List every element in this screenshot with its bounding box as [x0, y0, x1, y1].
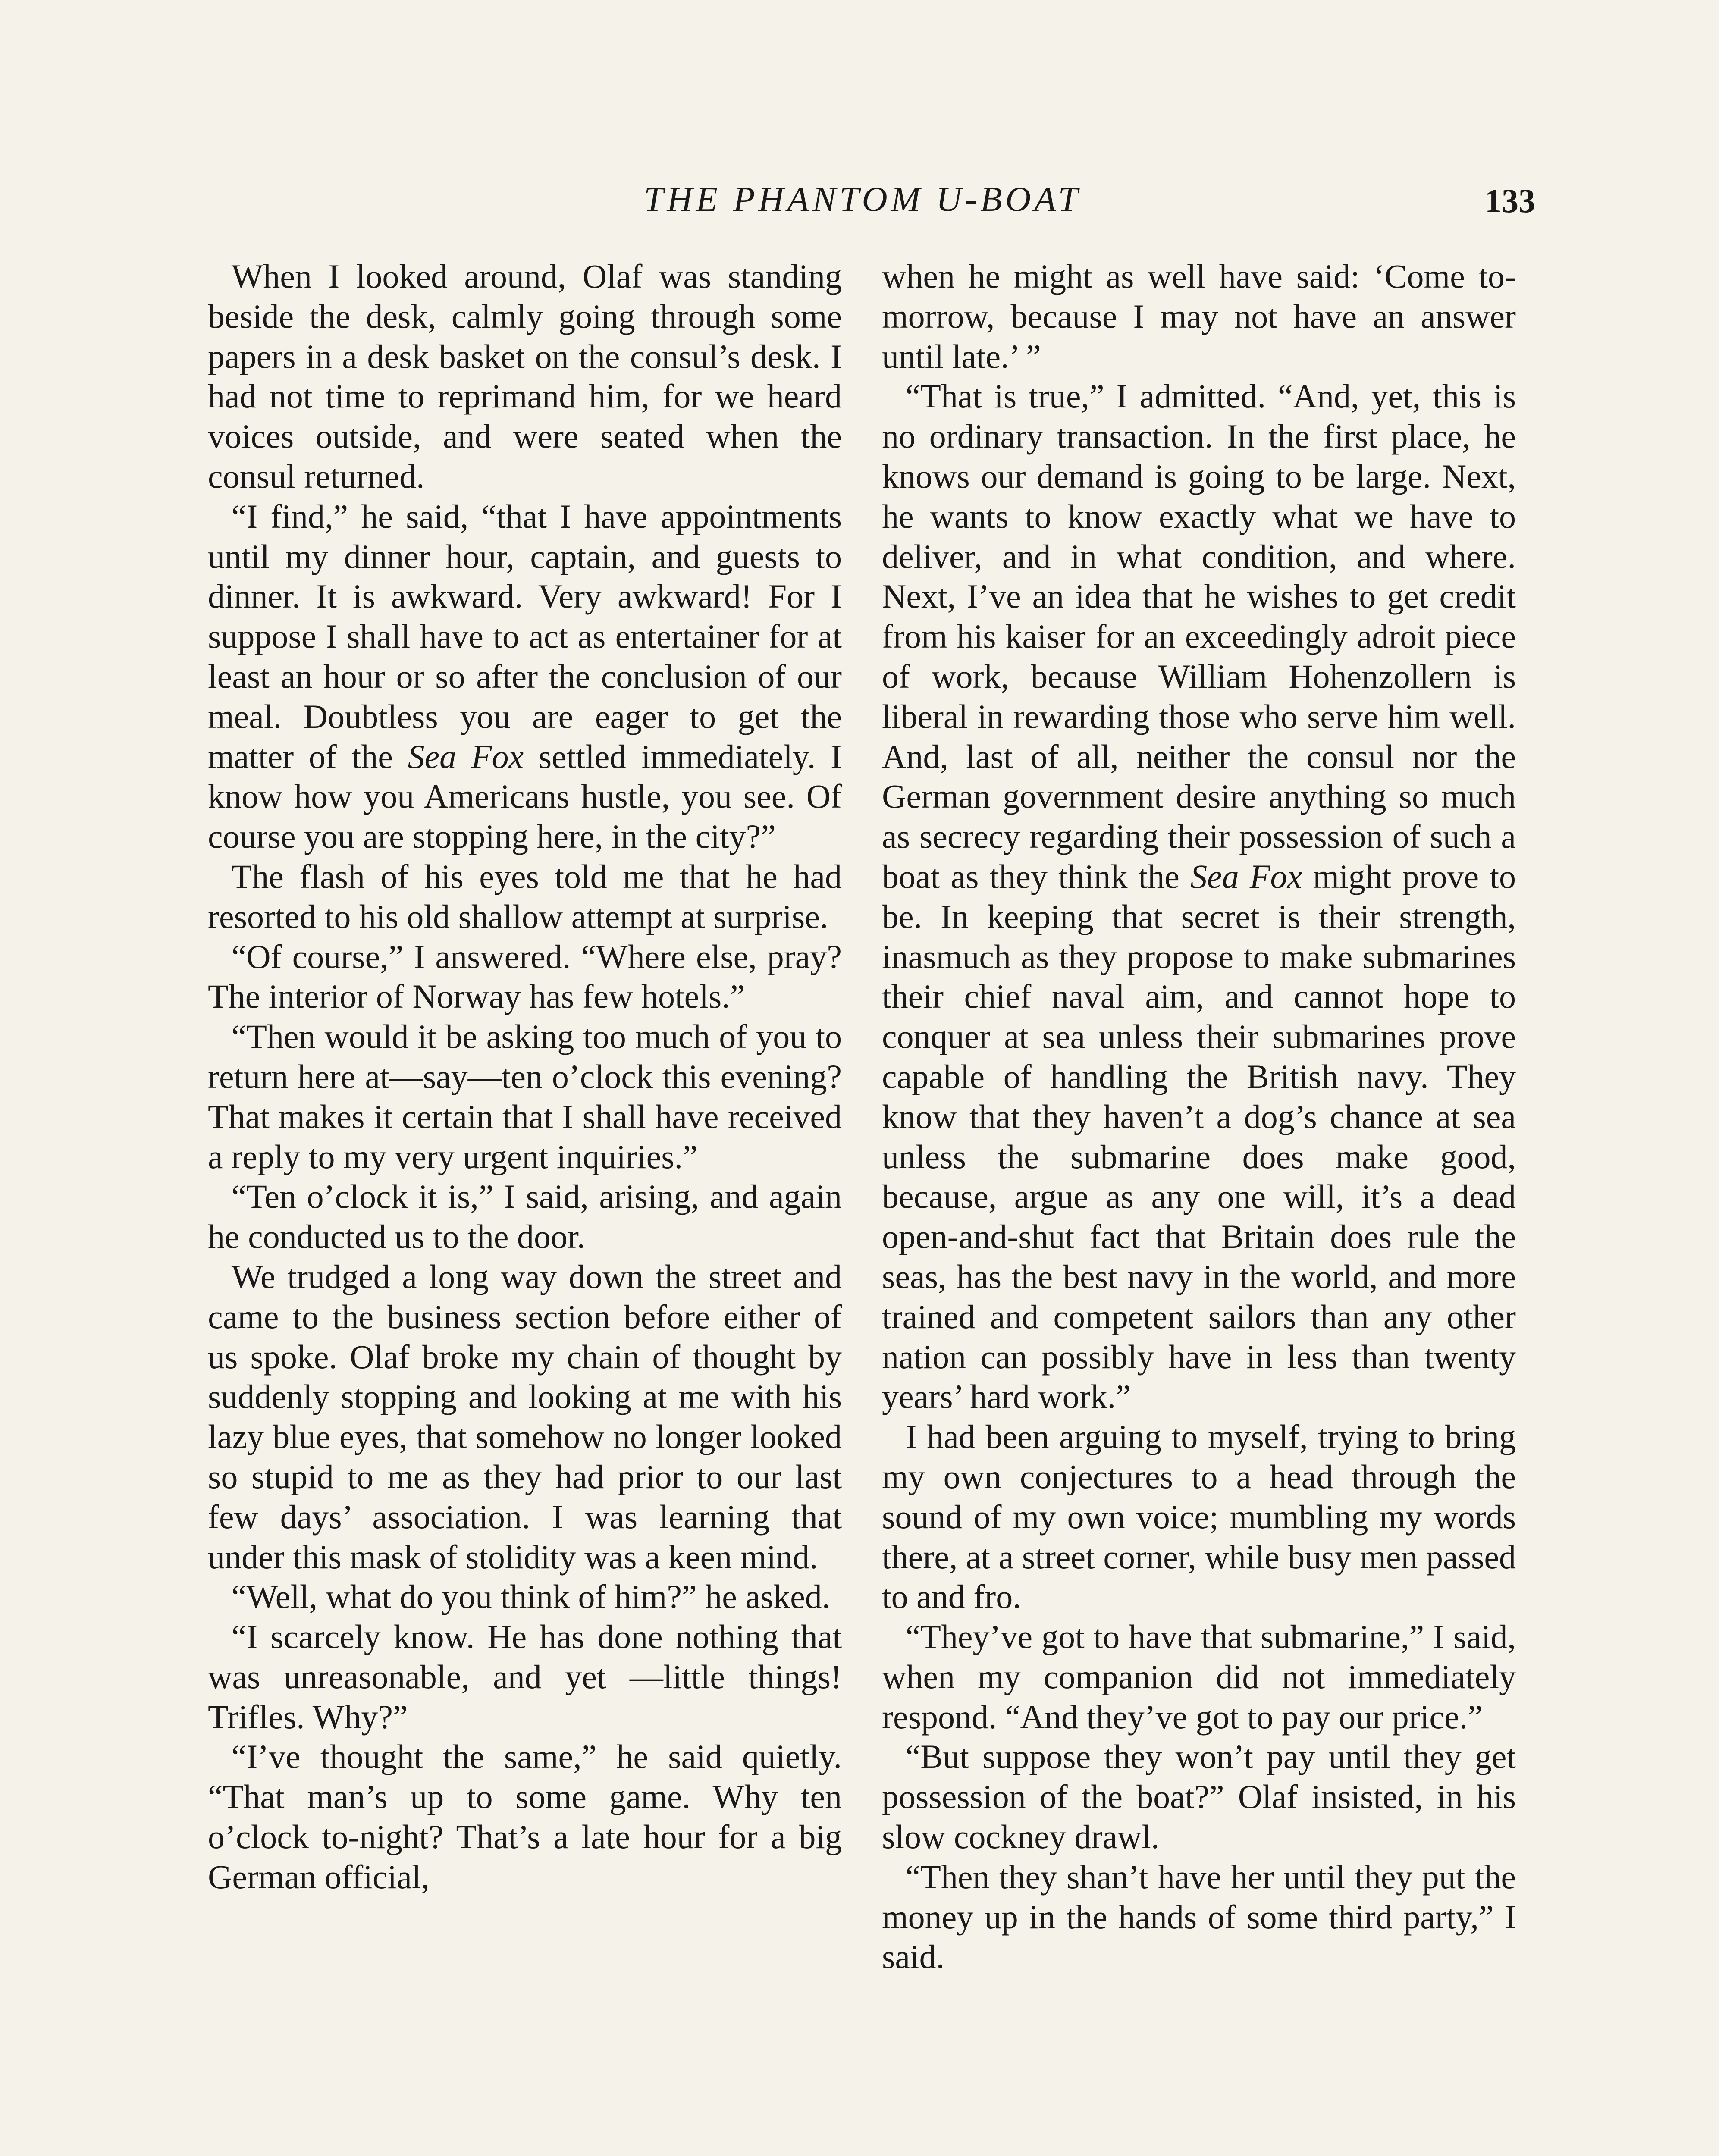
paragraph: “They’ve got to have that submarine,” I said, when my companion did not immediately respond. “And they’ve got to pay our price.”: [882, 1618, 1516, 1736]
paragraph-continued: when he might as well have said: ‘Come to-morrow, because I may not have an answer until late.’ ”: [882, 257, 1516, 375]
text-span: “That is true,” I admitted. “And, yet, this is no ordinary transaction. In the first place, he knows our demand is going to be large. Next, he wants to know exactly what we have to deliver, and in what condition, and where. Next, I’ve an idea that he wishes to get credit from his kaiser for an exceedingly adroit piece of work, because William Hohenzollern is liberal in rewarding those who serve him well. And, last of all, neither the consul nor the German government desire anything so much as secrecy regarding their possession of such a boat as they think the: [882, 377, 1516, 895]
paragraph: “But suppose they won’t pay until they get possession of the boat?” Olaf insisted, in his slow cockney drawl.: [882, 1738, 1516, 1856]
text-span: “I find,” he said, “that I have appointments until my dinner hour, captain, and guests to dinner. It is awkward. Very awkward! For I suppose I shall have to act as entertainer for at least an hour or so after the conclusion of our meal. Doubtless you are eager to get the matter of the: [208, 497, 842, 775]
paragraph: [208, 497, 842, 857]
left-column: [208, 257, 842, 1897]
ship-name: Sea Fox: [1190, 857, 1302, 895]
right-column: [882, 257, 1516, 1977]
text-span: settled immediately. I know how you Americans hustle, you see. Of course you are stopping here, in the city?”: [208, 737, 842, 856]
paragraph: The flash of his eyes told me that he had resorted to his old shallow attempt at surprise.: [208, 857, 842, 935]
paragraph: When I looked around, Olaf was standing beside the desk, calmly going through some papers in a desk basket on the consul’s desk. I had not time to reprimand him, for we heard voices outside, and were seated when the consul returned.: [208, 257, 842, 495]
paragraph: We trudged a long way down the street and came to the business section before either of us spoke. Olaf broke my chain of thought by suddenly stopping and looking at me with his lazy blue eyes, that somehow no longer looked so stupid to me as they had prior to our last few days’ association. I was learning that under this mask of stolidity was a keen mind.: [208, 1257, 842, 1576]
paragraph: “Then they shan’t have her until they put the money up in the hands of some third party,” I said.: [882, 1858, 1516, 1976]
page-number: 133: [1485, 182, 1535, 219]
running-title: THE PHANTOM U-BOAT: [643, 179, 1082, 219]
paragraph: “Of course,” I answered. “Where else, pray? The interior of Norway has few hotels.”: [208, 937, 842, 1015]
paragraph: “Then would it be asking too much of you to return here at—say—ten o’clock this evening? That makes it certain that I shall have received a reply to my very urgent inquiries.”: [208, 1018, 842, 1175]
ship-name: Sea Fox: [408, 737, 524, 775]
paragraph: “I’ve thought the same,” he said quietly. “That man’s up to some game. Why ten o’clock to-night? That’s a late hour for a big German official,: [208, 1738, 842, 1896]
paragraph: “Well, what do you think of him?” he asked.: [231, 1578, 831, 1616]
paragraph: “I scarcely know. He has done nothing that was unreasonable, and yet —little things! Trifles. Why?”: [208, 1618, 842, 1736]
paragraph: [882, 376, 1516, 1417]
paragraph: “Ten o’clock it is,” I said, arising, and again he conducted us to the door.: [208, 1178, 842, 1256]
running-head: [207, 179, 1535, 226]
text-span: might prove to be. In keeping that secret is their strength, inasmuch as they propose to make submarines their chief naval aim, and cannot hope to conquer at sea unless their submarines prove capable of handling the British navy. They know that they haven’t a dog’s chance at sea unless the submarine does make good, because, argue as any one will, it’s a dead open-and-shut fact that Britain does rule the seas, has the best navy in the world, and more trained and competent sailors than any other nation can possibly have in less than twenty years’ hard work.”: [882, 857, 1516, 1416]
paragraph: I had been arguing to myself, trying to bring my own conjectures to a head through the sound of my own voice; mumbling my words there, at a street corner, while busy men passed to and fro.: [882, 1418, 1516, 1616]
